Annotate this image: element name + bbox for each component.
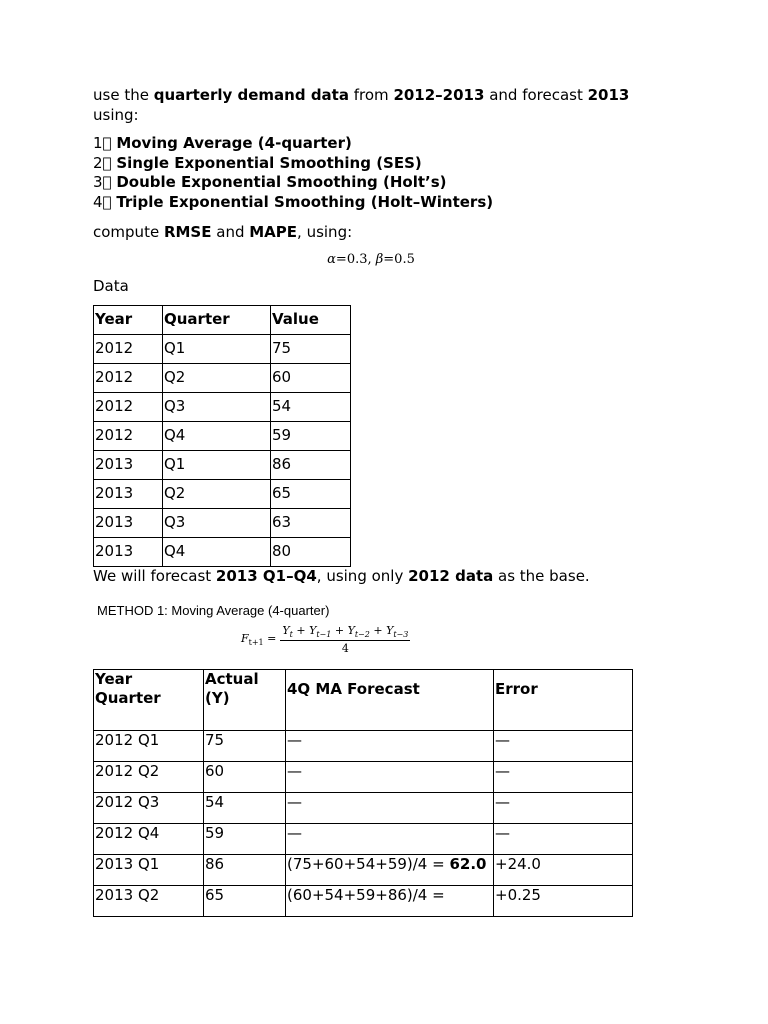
intro-text-using: using: — [93, 105, 139, 124]
method-label: Single Exponential Smoothing (SES) — [116, 153, 422, 172]
params-formula — [49, 252, 693, 267]
moving-average-table — [93, 669, 633, 917]
formula-lhs-sub: t+1 — [248, 637, 264, 647]
table-cell: 2013 — [94, 451, 163, 480]
table-header-row — [94, 669, 633, 730]
table-cell: — — [286, 730, 494, 761]
method-label: Double Exponential Smoothing (Holt’s) — [116, 173, 447, 191]
table-cell: 54 — [204, 792, 286, 823]
table-cell: 54 — [271, 393, 351, 422]
table-cell: 80 — [271, 538, 351, 567]
table-cell: Q3 — [163, 509, 271, 538]
table-cell: 2012 — [94, 364, 163, 393]
table-row — [94, 335, 351, 364]
table-row — [94, 422, 351, 451]
table-row — [94, 451, 351, 480]
method-item — [93, 134, 693, 154]
table-cell: — — [494, 823, 633, 854]
alpha-symbol: α — [327, 251, 336, 267]
keycap-icon: 4⃣ — [93, 192, 112, 211]
intro-paragraph — [93, 86, 693, 125]
table-cell: — — [286, 823, 494, 854]
keycap-icon: 1⃣ — [93, 134, 112, 152]
column-header: Quarter — [163, 306, 271, 335]
formula-numerator: $Y_t + Y_{t-1} + Y_{t-2} + Y_{t-3}$ — [282, 623, 409, 639]
data-heading: Data — [93, 276, 129, 295]
table-cell: — — [494, 761, 633, 792]
methods-list — [93, 134, 693, 212]
intro-text: and forecast — [484, 86, 588, 104]
table-row — [94, 538, 351, 567]
method-item — [93, 173, 693, 193]
table-cell: 2012 Q2 — [94, 761, 204, 792]
alpha-value: =0.3, — [335, 251, 372, 267]
table-cell: 2012 — [94, 393, 163, 422]
table-cell: Q1 — [163, 335, 271, 364]
table-cell: 86 — [204, 854, 286, 885]
keycap-icon: 3⃣ — [93, 173, 112, 191]
table-cell: +0.25 — [494, 885, 633, 916]
table-row — [94, 854, 633, 885]
intro-bold: 2012–2013 — [393, 86, 485, 104]
table-cell: — — [286, 792, 494, 823]
intro-bold: 2013 — [587, 86, 630, 104]
moving-average-formula: $F_{t+1}$ = $\frac{Y_t + Y_{t-1} + Y_{t-2} + Y_{t-3}}{4}$ — [241, 623, 409, 655]
table-cell: 59 — [204, 823, 286, 854]
table-cell: 65 — [204, 885, 286, 916]
forecast-note: We will forecast 2013 Q1–Q4, using only 2012 data as the base. — [93, 567, 590, 585]
table-cell: — — [286, 761, 494, 792]
method-label: Triple Exponential Smoothing (Holt–Winters) — [116, 192, 494, 211]
table-header-row — [94, 306, 351, 335]
compute-bold: RMSE — [163, 223, 212, 241]
table-cell: 2012 — [94, 335, 163, 364]
table-cell: 59 — [271, 422, 351, 451]
keycap-icon: 2⃣ — [93, 153, 112, 172]
beta-symbol: β — [375, 251, 384, 267]
table-cell: Q2 — [163, 364, 271, 393]
data-table — [93, 305, 351, 567]
intro-bold: quarterly demand data — [153, 86, 349, 104]
column-header: Year Quarter — [94, 669, 204, 730]
compute-text: , using: — [297, 223, 353, 241]
table-cell: Q2 — [163, 480, 271, 509]
table-cell: 2013 — [94, 509, 163, 538]
table-cell: 2013 — [94, 538, 163, 567]
table-cell: Q1 — [163, 451, 271, 480]
table-row — [94, 761, 633, 792]
table-row — [94, 509, 351, 538]
column-header: 4Q MA Forecast — [286, 669, 494, 730]
table-cell: 2013 Q2 — [94, 885, 204, 916]
method1-heading: METHOD 1: Moving Average (4-quarter) — [97, 602, 330, 618]
table-cell: (75+60+54+59)/4 = 62.0 — [286, 854, 494, 885]
table-row — [94, 792, 633, 823]
table-cell: 2012 Q4 — [94, 823, 204, 854]
table-row — [94, 480, 351, 509]
document-page — [93, 86, 693, 917]
column-header: Error — [494, 669, 633, 730]
compute-text: compute — [93, 223, 164, 241]
table-cell: 2013 — [94, 480, 163, 509]
table-row — [94, 393, 351, 422]
table-row — [94, 364, 351, 393]
table-cell: Q4 — [163, 422, 271, 451]
table-cell: 60 — [271, 364, 351, 393]
table-cell: (60+54+59+86)/4 = — [286, 885, 494, 916]
table-cell: 2012 — [94, 422, 163, 451]
formula-fraction — [280, 624, 410, 655]
intro-text: use the — [93, 86, 154, 104]
table-row — [94, 823, 633, 854]
formula-denominator: 4 — [341, 641, 349, 655]
table-cell: Q4 — [163, 538, 271, 567]
table-cell: 2012 Q3 — [94, 792, 204, 823]
table-cell: 63 — [271, 509, 351, 538]
table-row — [94, 730, 633, 761]
compute-text: and — [211, 223, 250, 241]
table-cell: — — [494, 792, 633, 823]
column-header: Year — [94, 306, 163, 335]
table-row — [94, 885, 633, 916]
beta-value: =0.5 — [383, 251, 415, 267]
table-cell: 86 — [271, 451, 351, 480]
intro-text: from — [348, 86, 394, 104]
column-header: Actual (Y) — [204, 669, 286, 730]
table-cell: +24.0 — [494, 854, 633, 885]
column-header: Value — [271, 306, 351, 335]
table-cell: 60 — [204, 761, 286, 792]
method-item — [93, 154, 693, 174]
table-cell: 2012 Q1 — [94, 730, 204, 761]
compute-paragraph — [93, 223, 693, 243]
table-cell: 75 — [271, 335, 351, 364]
table-cell: 2013 Q1 — [94, 854, 204, 885]
table-cell: Q3 — [163, 393, 271, 422]
compute-bold: MAPE — [249, 223, 298, 241]
table-cell: — — [494, 730, 633, 761]
table-cell: 65 — [271, 480, 351, 509]
table-cell: 75 — [204, 730, 286, 761]
formula-lhs: F — [241, 631, 249, 645]
method-label: Moving Average (4-quarter) — [116, 134, 352, 152]
method-item — [93, 193, 693, 213]
